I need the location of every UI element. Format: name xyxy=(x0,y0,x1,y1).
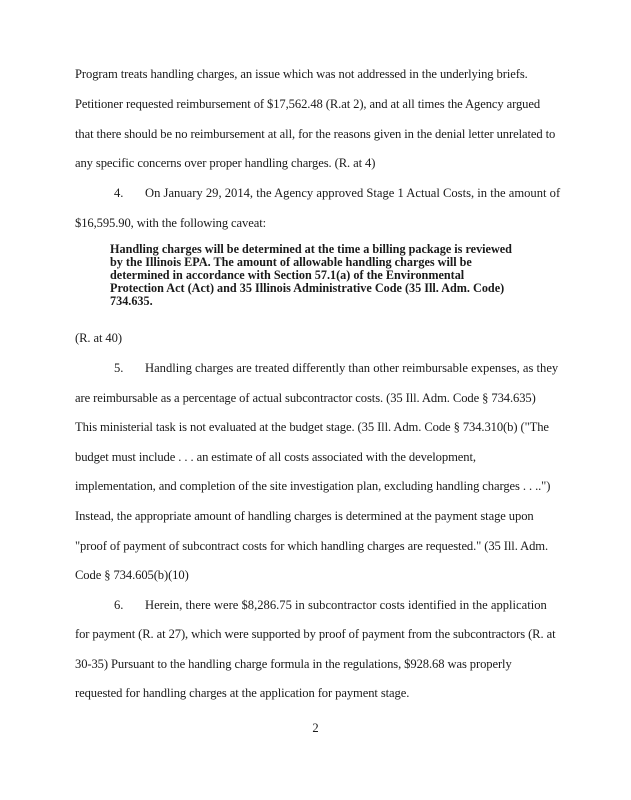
quote-line-1: Handling charges will be determined at the time a billing package is reviewed xyxy=(110,242,512,256)
para-5-line-5: implementation, and completion of the site investigation plan, excluding handling charges . . ..") xyxy=(75,479,551,493)
intro-line-4: any specific concerns over proper handling charges. (R. at 4) xyxy=(75,156,376,170)
para-6-line-4: requested for handling charges at the application for payment stage. xyxy=(75,686,410,700)
para-4-line-2: $16,595.90, with the following caveat: xyxy=(75,216,267,230)
para-6-line-2: for payment (R. at 27), which were supported by proof of payment from the subcontractors (R. at xyxy=(75,627,556,641)
quote-line-2: by the Illinois EPA. The amount of allowable handling charges will be xyxy=(110,255,472,269)
para-4-line-1: On January 29, 2014, the Agency approved Stage 1 Actual Costs, in the amount of xyxy=(145,186,561,200)
para-5-line-4: budget must include . . . an estimate of all costs associated with the development, xyxy=(75,450,476,464)
intro-line-2: Petitioner requested reimbursement of $17,562.48 (R.at 2), and at all times the Agency argued xyxy=(75,97,541,111)
block-quote xyxy=(110,243,510,308)
para-5-number: 5. xyxy=(114,361,124,375)
intro-line-3: that there should be no reimbursement at all, for the reasons given in the denial letter unrelated to xyxy=(75,127,556,141)
para-5-line-3: This ministerial task is not evaluated at the budget stage. (35 Ill. Adm. Code § 734.310(b) ("The xyxy=(75,420,549,434)
para-5-line-6: Instead, the appropriate amount of handling charges is determined at the payment stage upon xyxy=(75,509,534,523)
quote-line-5: 734.635. xyxy=(110,294,153,308)
quote-line-3: determined in accordance with Section 57.1(a) of the Environmental xyxy=(110,268,465,282)
quote-citation: (R. at 40) xyxy=(75,331,122,345)
quote-line-4: Protection Act (Act) and 35 Illinois Administrative Code (35 Ill. Adm. Code) xyxy=(110,281,505,295)
para-6-number: 6. xyxy=(114,598,124,612)
para-5-line-8: Code § 734.605(b)(10) xyxy=(75,568,189,582)
para-5-line-7: "proof of payment of subcontract costs for which handling charges are requested." (35 Ill. Adm. xyxy=(75,539,549,553)
para-5-line-1: Handling charges are treated differently than other reimbursable expenses, as they xyxy=(145,361,559,375)
intro-line-1: Program treats handling charges, an issue which was not addressed in the underlying briefs. xyxy=(75,67,528,81)
para-4-number: 4. xyxy=(114,186,124,200)
page-number: 2 xyxy=(312,721,319,735)
para-6-line-3: 30-35) Pursuant to the handling charge formula in the regulations, $928.68 was properly xyxy=(75,657,512,671)
para-6-line-1: Herein, there were $8,286.75 in subcontractor costs identified in the application xyxy=(145,598,547,612)
para-5-line-2: are reimbursable as a percentage of actual subcontractor costs. (35 Ill. Adm. Code § 734.635) xyxy=(75,391,536,405)
